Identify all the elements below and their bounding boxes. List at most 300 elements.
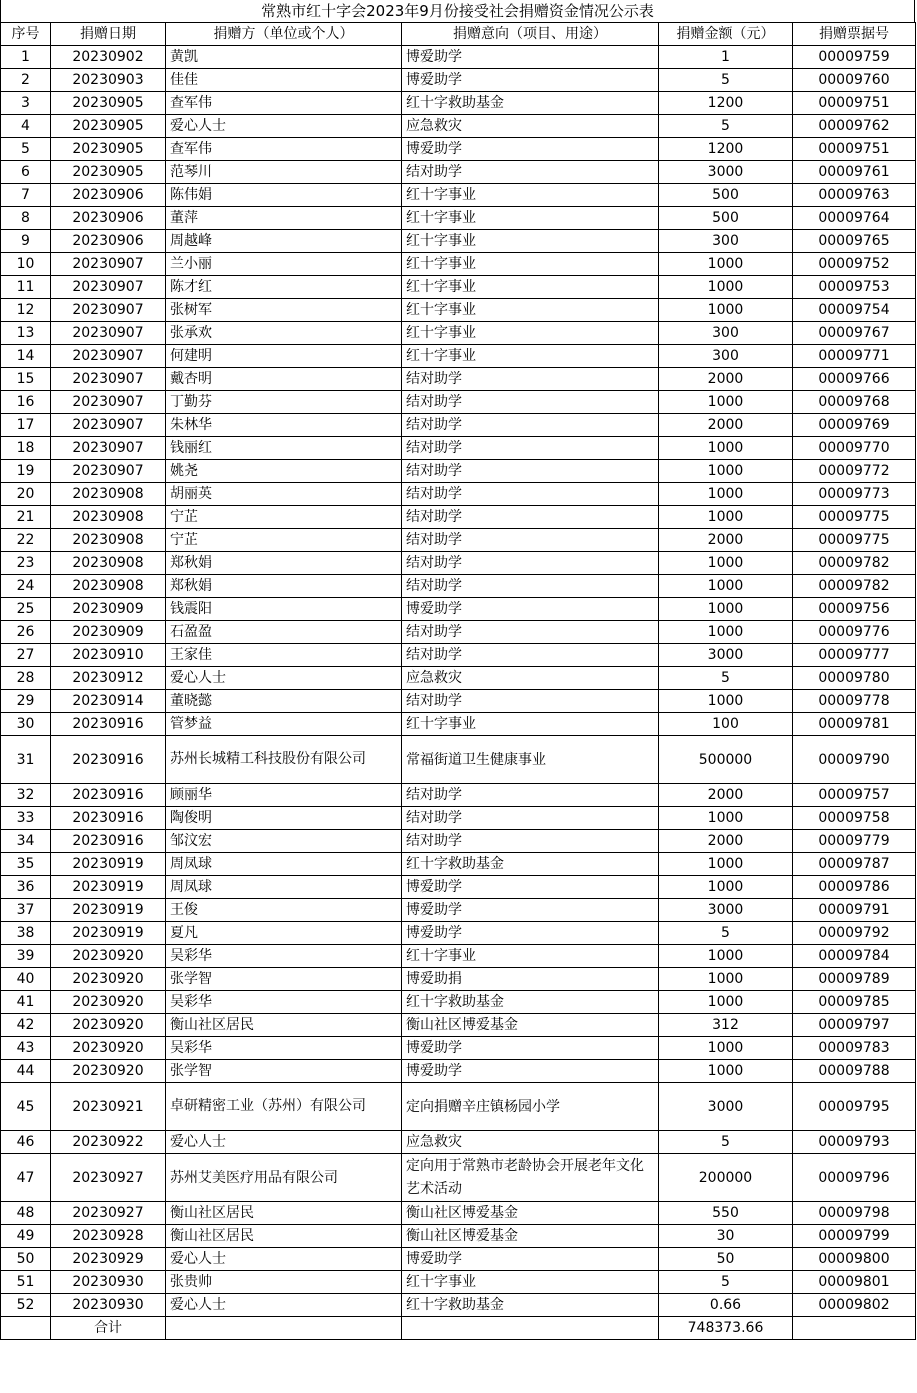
cell-receipt: 00009784	[793, 945, 916, 968]
cell-donor: 张贵帅	[166, 1271, 402, 1294]
cell-donor: 衡山社区居民	[166, 1202, 402, 1225]
cell-index: 15	[1, 368, 51, 391]
cell-amount: 5	[659, 667, 793, 690]
cell-date: 20230907	[51, 322, 166, 345]
table-row	[1, 391, 916, 414]
cell-amount: 1000	[659, 253, 793, 276]
cell-amount: 3000	[659, 644, 793, 667]
cell-donor: 兰小丽	[166, 253, 402, 276]
cell-amount: 312	[659, 1014, 793, 1037]
cell-index: 18	[1, 437, 51, 460]
cell-date: 20230907	[51, 437, 166, 460]
cell-index: 6	[1, 161, 51, 184]
cell-donor: 周凤球	[166, 876, 402, 899]
cell-index: 17	[1, 414, 51, 437]
cell-amount: 1000	[659, 506, 793, 529]
cell-index: 5	[1, 138, 51, 161]
table-row	[1, 667, 916, 690]
table-row	[1, 1248, 916, 1271]
cell-receipt: 00009787	[793, 853, 916, 876]
cell-index: 45	[1, 1083, 51, 1131]
cell-date: 20230920	[51, 968, 166, 991]
table-row	[1, 345, 916, 368]
cell-receipt: 00009780	[793, 667, 916, 690]
cell-purpose: 结对助学	[402, 830, 659, 853]
cell-donor: 查军伟	[166, 92, 402, 115]
cell-amount: 500	[659, 184, 793, 207]
cell-purpose: 结对助学	[402, 644, 659, 667]
cell-amount: 1000	[659, 299, 793, 322]
table-row	[1, 46, 916, 69]
cell-donor: 爱心人士	[166, 667, 402, 690]
cell-date: 20230907	[51, 253, 166, 276]
cell-donor: 董萍	[166, 207, 402, 230]
cell-donor: 朱林华	[166, 414, 402, 437]
cell-date: 20230906	[51, 230, 166, 253]
cell-donor: 宁芷	[166, 529, 402, 552]
cell-amount: 550	[659, 1202, 793, 1225]
cell-receipt: 00009773	[793, 483, 916, 506]
total-empty-cell	[793, 1317, 916, 1340]
cell-index: 24	[1, 575, 51, 598]
cell-donor: 吴彩华	[166, 991, 402, 1014]
cell-index: 3	[1, 92, 51, 115]
cell-receipt: 00009754	[793, 299, 916, 322]
cell-purpose: 结对助学	[402, 483, 659, 506]
cell-purpose: 博爱助学	[402, 1248, 659, 1271]
table-row	[1, 1014, 916, 1037]
cell-purpose: 红十字事业	[402, 299, 659, 322]
cell-purpose: 红十字救助基金	[402, 1294, 659, 1317]
cell-donor: 钱丽红	[166, 437, 402, 460]
cell-date: 20230919	[51, 853, 166, 876]
cell-amount: 1200	[659, 138, 793, 161]
cell-donor: 石盈盈	[166, 621, 402, 644]
cell-date: 20230916	[51, 713, 166, 736]
header-cell-amount: 捐赠金额（元）	[659, 23, 793, 46]
table-row	[1, 853, 916, 876]
cell-purpose: 博爱助学	[402, 1060, 659, 1083]
cell-donor: 苏州长城精工科技股份有限公司	[166, 736, 402, 784]
cell-receipt: 00009751	[793, 92, 916, 115]
cell-amount: 5	[659, 1131, 793, 1154]
cell-amount: 1000	[659, 621, 793, 644]
cell-index: 49	[1, 1225, 51, 1248]
cell-amount: 1000	[659, 991, 793, 1014]
cell-receipt: 00009759	[793, 46, 916, 69]
cell-amount: 5	[659, 69, 793, 92]
cell-amount: 1000	[659, 276, 793, 299]
table-row	[1, 69, 916, 92]
cell-index: 21	[1, 506, 51, 529]
table-row	[1, 1154, 916, 1202]
cell-purpose: 红十字事业	[402, 945, 659, 968]
cell-receipt: 00009779	[793, 830, 916, 853]
cell-receipt: 00009789	[793, 968, 916, 991]
cell-purpose: 结对助学	[402, 552, 659, 575]
total-empty-cell	[402, 1317, 659, 1340]
cell-date: 20230905	[51, 92, 166, 115]
cell-date: 20230929	[51, 1248, 166, 1271]
cell-date: 20230919	[51, 876, 166, 899]
cell-index: 50	[1, 1248, 51, 1271]
table-row	[1, 322, 916, 345]
cell-index: 47	[1, 1154, 51, 1202]
cell-date: 20230905	[51, 161, 166, 184]
table-row	[1, 115, 916, 138]
table-row	[1, 506, 916, 529]
cell-donor: 佳佳	[166, 69, 402, 92]
header-cell-purpose: 捐赠意向（项目、用途）	[402, 23, 659, 46]
cell-index: 48	[1, 1202, 51, 1225]
cell-purpose: 结对助学	[402, 506, 659, 529]
cell-receipt: 00009799	[793, 1225, 916, 1248]
table-row	[1, 1271, 916, 1294]
table-row	[1, 276, 916, 299]
cell-donor: 黄凯	[166, 46, 402, 69]
cell-date: 20230920	[51, 1014, 166, 1037]
cell-receipt: 00009795	[793, 1083, 916, 1131]
cell-amount: 1000	[659, 575, 793, 598]
cell-date: 20230916	[51, 830, 166, 853]
cell-purpose: 红十字事业	[402, 207, 659, 230]
cell-purpose: 结对助学	[402, 437, 659, 460]
cell-index: 40	[1, 968, 51, 991]
table-row	[1, 1225, 916, 1248]
cell-purpose: 应急救灾	[402, 667, 659, 690]
cell-purpose: 红十字事业	[402, 253, 659, 276]
cell-purpose: 应急救灾	[402, 115, 659, 138]
cell-purpose: 博爱助捐	[402, 968, 659, 991]
cell-purpose: 红十字事业	[402, 345, 659, 368]
table-row	[1, 230, 916, 253]
cell-amount: 5	[659, 1271, 793, 1294]
cell-index: 2	[1, 69, 51, 92]
cell-date: 20230920	[51, 1037, 166, 1060]
table-row	[1, 253, 916, 276]
cell-index: 11	[1, 276, 51, 299]
cell-date: 20230907	[51, 276, 166, 299]
cell-amount: 2000	[659, 368, 793, 391]
cell-donor: 王家佳	[166, 644, 402, 667]
table-row	[1, 807, 916, 830]
cell-index: 44	[1, 1060, 51, 1083]
cell-date: 20230919	[51, 922, 166, 945]
cell-date: 20230909	[51, 598, 166, 621]
cell-amount: 1000	[659, 1060, 793, 1083]
cell-date: 20230914	[51, 690, 166, 713]
cell-date: 20230922	[51, 1131, 166, 1154]
cell-purpose: 博爱助学	[402, 1037, 659, 1060]
cell-amount: 1000	[659, 945, 793, 968]
cell-date: 20230902	[51, 46, 166, 69]
table-row	[1, 736, 916, 784]
cell-purpose: 衡山社区博爱基金	[402, 1202, 659, 1225]
cell-index: 31	[1, 736, 51, 784]
table-row	[1, 437, 916, 460]
cell-amount: 100	[659, 713, 793, 736]
cell-amount: 1000	[659, 437, 793, 460]
cell-donor: 姚尧	[166, 460, 402, 483]
cell-receipt: 00009782	[793, 552, 916, 575]
cell-donor: 宁芷	[166, 506, 402, 529]
cell-purpose: 红十字救助基金	[402, 92, 659, 115]
cell-amount: 1000	[659, 853, 793, 876]
cell-purpose: 结对助学	[402, 807, 659, 830]
cell-amount: 1	[659, 46, 793, 69]
cell-donor: 衡山社区居民	[166, 1225, 402, 1248]
cell-index: 30	[1, 713, 51, 736]
table-row	[1, 690, 916, 713]
cell-date: 20230916	[51, 736, 166, 784]
cell-index: 41	[1, 991, 51, 1014]
cell-purpose: 定向捐赠辛庄镇杨园小学	[402, 1083, 659, 1131]
cell-purpose: 红十字救助基金	[402, 991, 659, 1014]
cell-purpose: 应急救灾	[402, 1131, 659, 1154]
cell-amount: 2000	[659, 784, 793, 807]
cell-index: 36	[1, 876, 51, 899]
table-row	[1, 460, 916, 483]
cell-index: 23	[1, 552, 51, 575]
cell-donor: 爱心人士	[166, 115, 402, 138]
cell-amount: 1000	[659, 483, 793, 506]
cell-purpose: 衡山社区博爱基金	[402, 1225, 659, 1248]
cell-purpose: 结对助学	[402, 161, 659, 184]
cell-date: 20230908	[51, 552, 166, 575]
cell-donor: 夏凡	[166, 922, 402, 945]
cell-receipt: 00009771	[793, 345, 916, 368]
cell-receipt: 00009800	[793, 1248, 916, 1271]
cell-amount: 1000	[659, 391, 793, 414]
table-row	[1, 621, 916, 644]
cell-donor: 查军伟	[166, 138, 402, 161]
cell-purpose: 常福街道卫生健康事业	[402, 736, 659, 784]
table-row	[1, 1060, 916, 1083]
table-row	[1, 1202, 916, 1225]
cell-amount: 2000	[659, 414, 793, 437]
cell-donor: 丁勤芬	[166, 391, 402, 414]
table-row	[1, 830, 916, 853]
cell-donor: 张学智	[166, 1060, 402, 1083]
table-row	[1, 529, 916, 552]
cell-date: 20230907	[51, 414, 166, 437]
cell-purpose: 博爱助学	[402, 46, 659, 69]
cell-receipt: 00009751	[793, 138, 916, 161]
cell-date: 20230912	[51, 667, 166, 690]
cell-date: 20230909	[51, 621, 166, 644]
table-row	[1, 138, 916, 161]
cell-donor: 何建明	[166, 345, 402, 368]
cell-date: 20230906	[51, 184, 166, 207]
cell-date: 20230907	[51, 368, 166, 391]
cell-donor: 管梦益	[166, 713, 402, 736]
total-row	[1, 1317, 916, 1340]
cell-receipt: 00009756	[793, 598, 916, 621]
cell-index: 34	[1, 830, 51, 853]
table-row	[1, 945, 916, 968]
cell-receipt: 00009757	[793, 784, 916, 807]
header-cell-date: 捐赠日期	[51, 23, 166, 46]
cell-purpose: 结对助学	[402, 460, 659, 483]
cell-amount: 500	[659, 207, 793, 230]
table-row	[1, 922, 916, 945]
cell-donor: 邹汶宏	[166, 830, 402, 853]
table-row	[1, 991, 916, 1014]
cell-receipt: 00009775	[793, 529, 916, 552]
cell-receipt: 00009763	[793, 184, 916, 207]
cell-date: 20230910	[51, 644, 166, 667]
table-row	[1, 899, 916, 922]
cell-donor: 钱震阳	[166, 598, 402, 621]
table-row	[1, 368, 916, 391]
cell-index: 33	[1, 807, 51, 830]
cell-amount: 1200	[659, 92, 793, 115]
cell-donor: 陶俊明	[166, 807, 402, 830]
cell-date: 20230908	[51, 529, 166, 552]
cell-date: 20230930	[51, 1294, 166, 1317]
cell-index: 26	[1, 621, 51, 644]
cell-receipt: 00009802	[793, 1294, 916, 1317]
cell-receipt: 00009762	[793, 115, 916, 138]
cell-donor: 周凤球	[166, 853, 402, 876]
cell-purpose: 博爱助学	[402, 598, 659, 621]
cell-donor: 董晓懿	[166, 690, 402, 713]
cell-index: 4	[1, 115, 51, 138]
cell-purpose: 红十字事业	[402, 184, 659, 207]
cell-amount: 1000	[659, 598, 793, 621]
cell-index: 28	[1, 667, 51, 690]
cell-index: 37	[1, 899, 51, 922]
cell-amount: 5	[659, 115, 793, 138]
cell-amount: 1000	[659, 807, 793, 830]
cell-receipt: 00009786	[793, 876, 916, 899]
cell-receipt: 00009797	[793, 1014, 916, 1037]
cell-receipt: 00009760	[793, 69, 916, 92]
cell-amount: 30	[659, 1225, 793, 1248]
cell-receipt: 00009791	[793, 899, 916, 922]
cell-purpose: 结对助学	[402, 621, 659, 644]
table-row	[1, 713, 916, 736]
cell-receipt: 00009796	[793, 1154, 916, 1202]
cell-purpose: 红十字事业	[402, 1271, 659, 1294]
cell-date: 20230927	[51, 1202, 166, 1225]
cell-purpose: 红十字事业	[402, 230, 659, 253]
cell-date: 20230920	[51, 1060, 166, 1083]
cell-amount: 2000	[659, 830, 793, 853]
cell-receipt: 00009765	[793, 230, 916, 253]
cell-receipt: 00009766	[793, 368, 916, 391]
table-row	[1, 1083, 916, 1131]
cell-receipt: 00009790	[793, 736, 916, 784]
cell-amount: 1000	[659, 876, 793, 899]
cell-purpose: 博爱助学	[402, 69, 659, 92]
cell-amount: 0.66	[659, 1294, 793, 1317]
header-row	[1, 23, 916, 46]
cell-donor: 王俊	[166, 899, 402, 922]
cell-donor: 张树军	[166, 299, 402, 322]
cell-receipt: 00009772	[793, 460, 916, 483]
cell-receipt: 00009788	[793, 1060, 916, 1083]
cell-receipt: 00009770	[793, 437, 916, 460]
cell-date: 20230905	[51, 115, 166, 138]
cell-donor: 衡山社区居民	[166, 1014, 402, 1037]
cell-donor: 爱心人士	[166, 1294, 402, 1317]
cell-donor: 卓研精密工业（苏州）有限公司	[166, 1083, 402, 1131]
cell-receipt: 00009758	[793, 807, 916, 830]
cell-index: 38	[1, 922, 51, 945]
cell-receipt: 00009798	[793, 1202, 916, 1225]
total-empty-cell	[1, 1317, 51, 1340]
cell-purpose: 红十字救助基金	[402, 853, 659, 876]
cell-purpose: 红十字事业	[402, 322, 659, 345]
cell-donor: 爱心人士	[166, 1131, 402, 1154]
table-row	[1, 414, 916, 437]
cell-date: 20230930	[51, 1271, 166, 1294]
cell-purpose: 博爱助学	[402, 876, 659, 899]
cell-donor: 张承欢	[166, 322, 402, 345]
cell-date: 20230921	[51, 1083, 166, 1131]
cell-date: 20230920	[51, 991, 166, 1014]
cell-amount: 3000	[659, 1083, 793, 1131]
cell-receipt: 00009776	[793, 621, 916, 644]
table-row	[1, 184, 916, 207]
cell-index: 13	[1, 322, 51, 345]
cell-date: 20230908	[51, 483, 166, 506]
table-row	[1, 299, 916, 322]
table-row	[1, 552, 916, 575]
cell-date: 20230916	[51, 784, 166, 807]
cell-purpose: 结对助学	[402, 391, 659, 414]
cell-receipt: 00009781	[793, 713, 916, 736]
cell-purpose: 结对助学	[402, 575, 659, 598]
cell-receipt: 00009785	[793, 991, 916, 1014]
cell-date: 20230907	[51, 345, 166, 368]
cell-index: 8	[1, 207, 51, 230]
cell-index: 1	[1, 46, 51, 69]
cell-purpose: 结对助学	[402, 529, 659, 552]
cell-purpose: 结对助学	[402, 784, 659, 807]
table-body	[1, 46, 916, 1317]
cell-purpose: 红十字事业	[402, 276, 659, 299]
cell-purpose: 结对助学	[402, 690, 659, 713]
cell-index: 46	[1, 1131, 51, 1154]
header-cell-donor: 捐赠方（单位或个人）	[166, 23, 402, 46]
cell-index: 39	[1, 945, 51, 968]
header-cell-index: 序号	[1, 23, 51, 46]
cell-date: 20230908	[51, 575, 166, 598]
cell-date: 20230907	[51, 391, 166, 414]
cell-donor: 爱心人士	[166, 1248, 402, 1271]
cell-purpose: 衡山社区博爱基金	[402, 1014, 659, 1037]
total-amount: 748373.66	[659, 1317, 793, 1340]
cell-receipt: 00009753	[793, 276, 916, 299]
total-label: 合计	[51, 1317, 166, 1340]
cell-date: 20230907	[51, 460, 166, 483]
cell-receipt: 00009793	[793, 1131, 916, 1154]
cell-index: 14	[1, 345, 51, 368]
cell-date: 20230919	[51, 899, 166, 922]
cell-amount: 300	[659, 230, 793, 253]
table-row	[1, 876, 916, 899]
cell-receipt: 00009769	[793, 414, 916, 437]
cell-purpose: 博爱助学	[402, 138, 659, 161]
cell-date: 20230908	[51, 506, 166, 529]
cell-receipt: 00009777	[793, 644, 916, 667]
cell-amount: 3000	[659, 161, 793, 184]
cell-donor: 周越峰	[166, 230, 402, 253]
cell-receipt: 00009801	[793, 1271, 916, 1294]
cell-receipt: 00009775	[793, 506, 916, 529]
